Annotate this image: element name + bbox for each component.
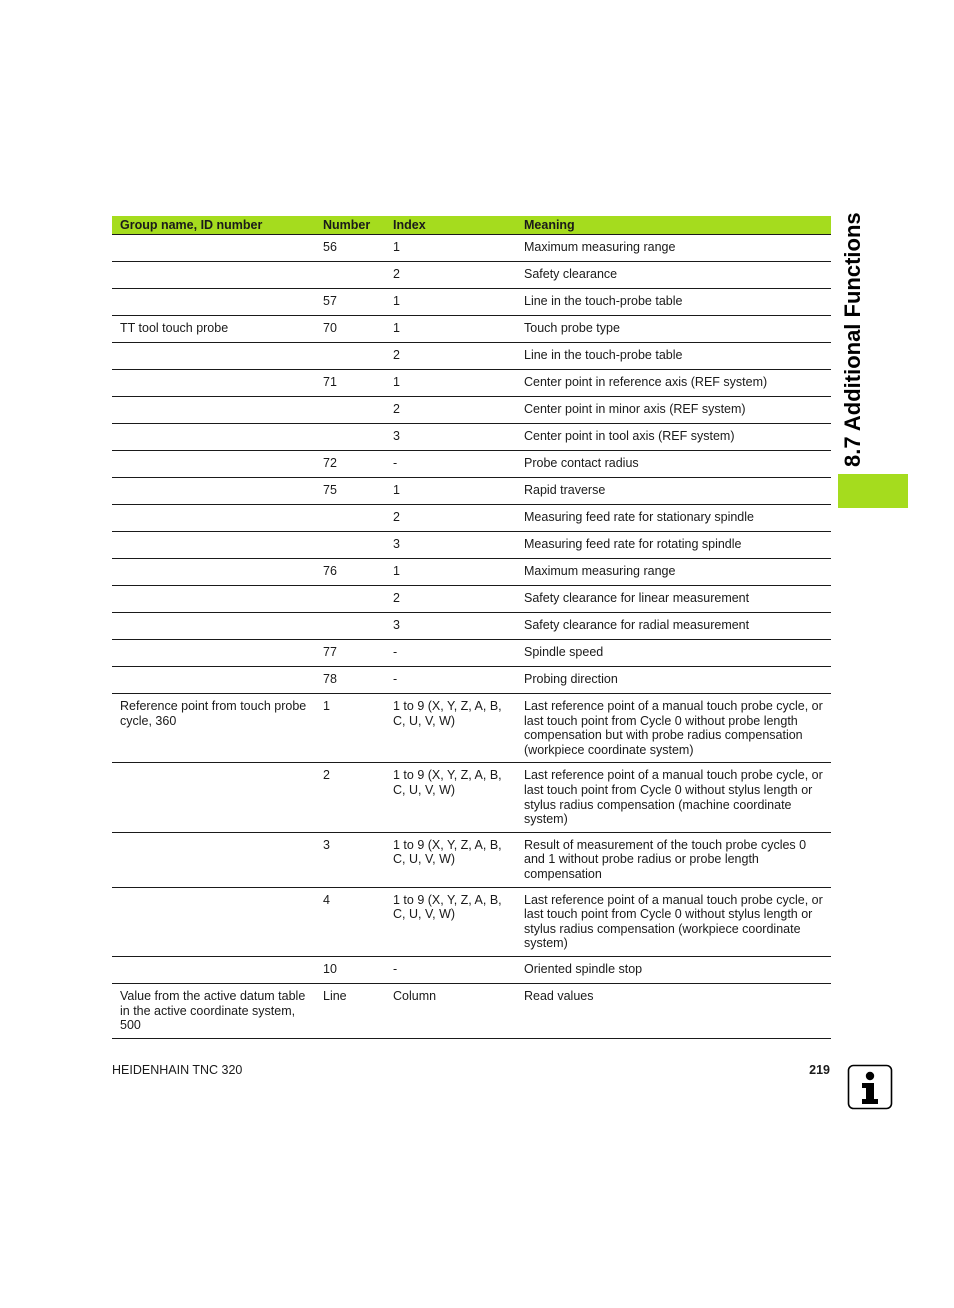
cell-meaning: Last reference point of a manual touch probe cycle, or last touch point from Cycle 0 without probe length compensation but with probe radius compensation (workpiece coordinate system) bbox=[516, 694, 831, 763]
cell-group-name bbox=[112, 478, 315, 505]
cell-group-name bbox=[112, 763, 315, 832]
cell-group-name bbox=[112, 235, 315, 262]
table-row bbox=[112, 424, 831, 451]
table-row bbox=[112, 532, 831, 559]
cell-index: 1 bbox=[385, 559, 516, 586]
cell-meaning: Safety clearance bbox=[516, 262, 831, 289]
cell-index: 1 to 9 (X, Y, Z, A, B, C, U, V, W) bbox=[385, 763, 516, 832]
cell-number: Line bbox=[315, 983, 385, 1038]
cell-meaning: Center point in minor axis (REF system) bbox=[516, 397, 831, 424]
cell-group-name bbox=[112, 832, 315, 887]
cell-meaning: Maximum measuring range bbox=[516, 559, 831, 586]
table-row bbox=[112, 235, 831, 262]
table-row bbox=[112, 316, 831, 343]
cell-index: - bbox=[385, 667, 516, 694]
cell-number: 56 bbox=[315, 235, 385, 262]
cell-group-name: TT tool touch probe bbox=[112, 316, 315, 343]
cell-group-name bbox=[112, 262, 315, 289]
cell-meaning: Spindle speed bbox=[516, 640, 831, 667]
cell-number: 78 bbox=[315, 667, 385, 694]
cell-index: 3 bbox=[385, 424, 516, 451]
table-row bbox=[112, 586, 831, 613]
table-row bbox=[112, 559, 831, 586]
cell-number: 57 bbox=[315, 289, 385, 316]
cell-index: - bbox=[385, 956, 516, 983]
table-row bbox=[112, 343, 831, 370]
cell-index: 1 bbox=[385, 235, 516, 262]
cell-meaning: Oriented spindle stop bbox=[516, 956, 831, 983]
cell-index: 3 bbox=[385, 613, 516, 640]
header-number: Number bbox=[315, 216, 385, 235]
cell-number: 1 bbox=[315, 694, 385, 763]
table-row bbox=[112, 667, 831, 694]
cell-group-name bbox=[112, 586, 315, 613]
cell-meaning: Center point in tool axis (REF system) bbox=[516, 424, 831, 451]
cell-meaning: Last reference point of a manual touch probe cycle, or last touch point from Cycle 0 without stylus length or stylus radius compensation (machine coordinate system) bbox=[516, 763, 831, 832]
cell-index: 1 bbox=[385, 370, 516, 397]
cell-group-name bbox=[112, 559, 315, 586]
cell-meaning: Rapid traverse bbox=[516, 478, 831, 505]
table-row bbox=[112, 832, 831, 887]
page-number: 219 bbox=[809, 1063, 830, 1077]
cell-number: 72 bbox=[315, 451, 385, 478]
cell-meaning: Safety clearance for linear measurement bbox=[516, 586, 831, 613]
table-row bbox=[112, 397, 831, 424]
cell-number: 2 bbox=[315, 763, 385, 832]
cell-group-name bbox=[112, 505, 315, 532]
cell-meaning: Safety clearance for radial measurement bbox=[516, 613, 831, 640]
table-row bbox=[112, 613, 831, 640]
cell-index: 2 bbox=[385, 397, 516, 424]
cell-number: 70 bbox=[315, 316, 385, 343]
footer-product-name: HEIDENHAIN TNC 320 bbox=[112, 1063, 243, 1077]
cell-group-name bbox=[112, 956, 315, 983]
cell-number: 3 bbox=[315, 832, 385, 887]
cell-index: 2 bbox=[385, 262, 516, 289]
cell-group-name bbox=[112, 289, 315, 316]
cell-meaning: Center point in reference axis (REF system) bbox=[516, 370, 831, 397]
cell-index: - bbox=[385, 640, 516, 667]
table-header-row bbox=[112, 216, 831, 235]
section-accent-bar bbox=[838, 474, 908, 508]
cell-number bbox=[315, 343, 385, 370]
table-row bbox=[112, 983, 831, 1038]
table-row bbox=[112, 694, 831, 763]
cell-meaning: Maximum measuring range bbox=[516, 235, 831, 262]
cell-number bbox=[315, 505, 385, 532]
cell-number: 77 bbox=[315, 640, 385, 667]
cell-index: 1 bbox=[385, 289, 516, 316]
cell-meaning: Probe contact radius bbox=[516, 451, 831, 478]
cell-number bbox=[315, 262, 385, 289]
cell-number bbox=[315, 424, 385, 451]
cell-group-name: Value from the active datum table in the active coordinate system, 500 bbox=[112, 983, 315, 1038]
cell-index: - bbox=[385, 451, 516, 478]
cell-meaning: Read values bbox=[516, 983, 831, 1038]
cell-group-name bbox=[112, 532, 315, 559]
cell-meaning: Measuring feed rate for stationary spindle bbox=[516, 505, 831, 532]
cell-index: 1 to 9 (X, Y, Z, A, B, C, U, V, W) bbox=[385, 832, 516, 887]
cell-index: 2 bbox=[385, 505, 516, 532]
cell-group-name bbox=[112, 613, 315, 640]
table-row bbox=[112, 640, 831, 667]
header-index: Index bbox=[385, 216, 516, 235]
table-row bbox=[112, 370, 831, 397]
header-meaning: Meaning bbox=[516, 216, 831, 235]
cell-group-name bbox=[112, 397, 315, 424]
table-row bbox=[112, 451, 831, 478]
header-group-name: Group name, ID number bbox=[112, 216, 315, 235]
table-row bbox=[112, 505, 831, 532]
table-body bbox=[112, 235, 831, 1039]
table-row bbox=[112, 289, 831, 316]
cell-number: 75 bbox=[315, 478, 385, 505]
cell-number bbox=[315, 532, 385, 559]
cell-number bbox=[315, 586, 385, 613]
cell-group-name: Reference point from touch probe cycle, 360 bbox=[112, 694, 315, 763]
cell-group-name bbox=[112, 640, 315, 667]
cell-meaning: Measuring feed rate for rotating spindle bbox=[516, 532, 831, 559]
cell-number bbox=[315, 613, 385, 640]
cell-meaning: Line in the touch-probe table bbox=[516, 289, 831, 316]
table-row bbox=[112, 763, 831, 832]
cell-group-name bbox=[112, 343, 315, 370]
cell-group-name bbox=[112, 370, 315, 397]
cell-group-name bbox=[112, 451, 315, 478]
cell-number bbox=[315, 397, 385, 424]
table-row bbox=[112, 887, 831, 956]
cell-group-name bbox=[112, 424, 315, 451]
cell-meaning: Touch probe type bbox=[516, 316, 831, 343]
section-title-text: 8.7 Additional Functions bbox=[840, 212, 865, 467]
cell-index: 3 bbox=[385, 532, 516, 559]
cell-meaning: Probing direction bbox=[516, 667, 831, 694]
table-row bbox=[112, 262, 831, 289]
cell-index: Column bbox=[385, 983, 516, 1038]
cell-meaning: Last reference point of a manual touch probe cycle, or last touch point from Cycle 0 without stylus length or stylus radius compensation (workpiece coordinate system) bbox=[516, 887, 831, 956]
cell-meaning: Line in the touch-probe table bbox=[516, 343, 831, 370]
cell-number: 4 bbox=[315, 887, 385, 956]
cell-index: 2 bbox=[385, 343, 516, 370]
cell-index: 1 bbox=[385, 478, 516, 505]
cell-group-name bbox=[112, 887, 315, 956]
section-side-title bbox=[838, 212, 868, 480]
cell-meaning: Result of measurement of the touch probe cycles 0 and 1 without probe radius or probe length compensation bbox=[516, 832, 831, 887]
cell-index: 1 bbox=[385, 316, 516, 343]
functions-table bbox=[112, 216, 831, 1039]
cell-index: 1 to 9 (X, Y, Z, A, B, C, U, V, W) bbox=[385, 694, 516, 763]
table-row bbox=[112, 956, 831, 983]
info-icon bbox=[847, 1064, 893, 1110]
cell-index: 2 bbox=[385, 586, 516, 613]
cell-number: 71 bbox=[315, 370, 385, 397]
cell-index: 1 to 9 (X, Y, Z, A, B, C, U, V, W) bbox=[385, 887, 516, 956]
cell-group-name bbox=[112, 667, 315, 694]
table-row bbox=[112, 478, 831, 505]
cell-number: 10 bbox=[315, 956, 385, 983]
cell-number: 76 bbox=[315, 559, 385, 586]
